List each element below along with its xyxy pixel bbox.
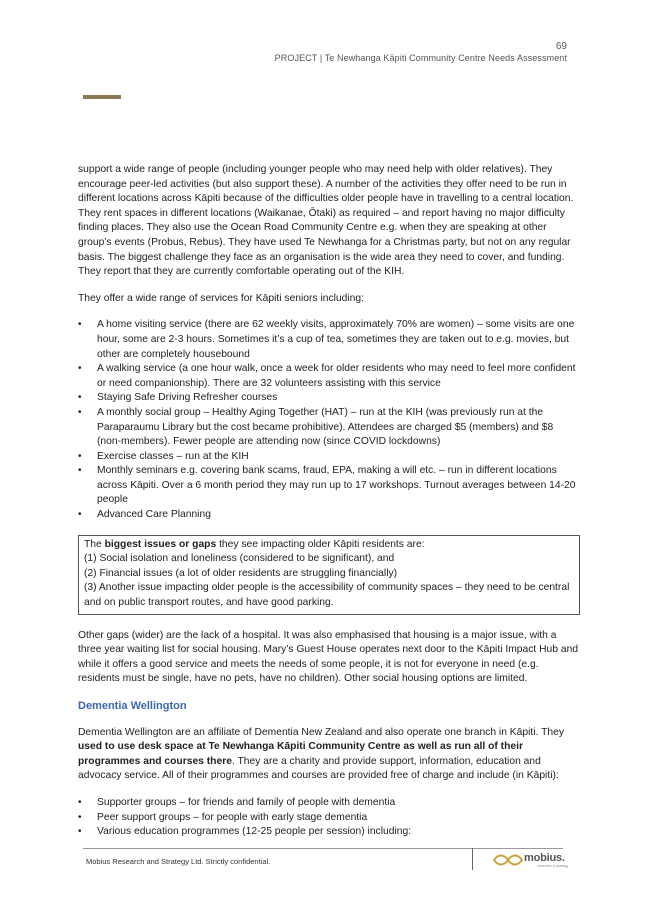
footer-rule <box>83 848 563 849</box>
page-number: 69 <box>555 41 567 52</box>
bullet-icon: • <box>78 465 82 477</box>
list-item: • Exercise classes – run at the KIH <box>78 450 580 465</box>
programmes-list <box>78 796 580 840</box>
list-item: • Staying Safe Driving Refresher courses <box>78 391 580 406</box>
list-item: • Supporter groups – for friends and family of people with dementia <box>78 796 580 811</box>
list-item: • Peer support groups – for people with early stage dementia <box>78 811 580 826</box>
footer-confidential-text: Mobius Research and Strategy Ltd. Strictly confidential. <box>86 857 271 866</box>
paragraph-intro: support a wide range of people (including younger people who may need help with older relatives). They encourage peer-led activities (but also support these). A number of the activities they offer need to be run in different locations across Kāpiti because of the difficulties older people have in travelling to a central location. They rent spaces in different locations (Waikanae, Ōtaki) as required – and report having no major difficulty finding places. They also use the Ocean Road Community Centre e.g. when they are speaking at other group’s events (Probus, Rebus). They have used Te Newhanga for a Christmas party, but not on any regular basis. The biggest challenge they face as an organisation is the wide area they need to cover, and funding. They report that they are currently comfortable operating out of the KIH. <box>78 164 574 278</box>
bullet-icon: • <box>78 450 82 462</box>
bullet-icon: • <box>78 796 82 808</box>
mobius-logo <box>492 852 572 870</box>
logo-wordmark: mobius. <box>524 852 565 864</box>
list-item: • Various education programmes (12-25 people per session) including: <box>78 825 580 840</box>
bullet-icon: • <box>78 406 82 418</box>
mobius-infinity-icon <box>492 853 524 867</box>
bullet-icon: • <box>78 509 82 521</box>
paragraph-services-intro: They offer a wide range of services for Kāpiti seniors including: <box>78 292 364 304</box>
paragraph-dementia-intro: Dementia Wellington are an affiliate of Dementia New Zealand and also operate one branch in Kāpiti. They used to use desk space at Te Newhanga Kāpiti Community Centre as well as run all of their programmes and courses there. They are a charity and provide support, information, education and advocacy service. All of their programmes and courses are provided free of charge and include (in Kāpiti): <box>78 726 564 782</box>
list-item: • A monthly social group – Healthy Aging Together (HAT) – run at the KIH (was previously run at the Paraparaumu Library but the cost became prohibitive). Attendees are charged $5 (members) and $8 (non-members). Fewer people are attending now (since COVID lockdowns) <box>78 406 554 448</box>
issue-item: (1) Social isolation and loneliness (considered to be significant), and <box>84 553 395 565</box>
header-project-label: PROJECT | Te Newhanga Kāpiti Community Centre Needs Assessment <box>274 53 567 63</box>
list-item: • Monthly seminars e.g. covering bank scams, fraud, EPA, making a will etc. – run in different locations across Kāpiti. Over a 6 month period they may run up to 17 workshops. Turnout averages between 14-20 people <box>78 465 576 506</box>
footer-divider <box>472 848 473 870</box>
header-accent-rule <box>83 95 121 99</box>
bullet-icon: • <box>78 363 82 375</box>
list-item: • A home visiting service (there are 62 weekly visits, approximately 70% are women) – some visits are one hour, some are 2-3 hours. Sometimes it’s a cup of tea, sometimes they are taken out to e.g. movies, but other are completely housebound <box>78 319 575 360</box>
section-heading-dementia-wellington: Dementia Wellington <box>78 700 187 712</box>
bullet-icon: • <box>78 392 82 404</box>
bullet-icon: • <box>78 319 82 331</box>
list-item: • Advanced Care Planning <box>78 508 580 523</box>
logo-tagline: research & strategy <box>538 864 569 868</box>
bullet-icon: • <box>78 826 82 838</box>
issues-callout-box <box>78 535 580 615</box>
issues-intro: The biggest issues or gaps they see impacting older Kāpiti residents are: <box>84 538 425 550</box>
document-body <box>78 163 580 852</box>
paragraph-other-gaps: Other gaps (wider) are the lack of a hospital. It was also emphasised that housing is a major issue, with a three year waiting list for social housing. Mary’s Guest House operates next door to the Kāpiti Impact Hub and while it offers a good service and meets the needs of some people, it is not for everyone in need (e.g. residents must be single, have no pets, have no children). Other social housing options are limited. <box>78 629 579 685</box>
issue-item: (2) Financial issues (a lot of older residents are struggling financially) <box>84 567 398 579</box>
bullet-icon: • <box>78 811 82 823</box>
list-item: • A walking service (a one hour walk, once a week for older residents who may need to feel more confident or need companionship). There are 32 volunteers assisting with this service <box>78 363 576 389</box>
services-list <box>78 318 580 522</box>
issue-item: (3) Another issue impacting older people is the accessibility of community spaces – they need to be central and on public transport routes, and have good parking. <box>84 582 570 609</box>
